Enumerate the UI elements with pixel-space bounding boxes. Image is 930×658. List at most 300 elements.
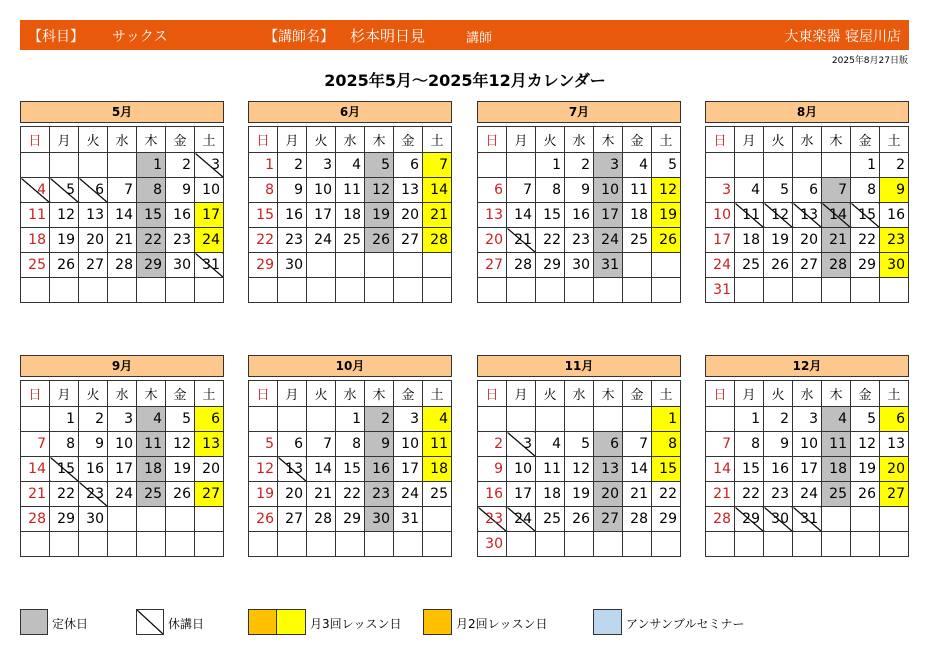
empty-cell [365,278,394,303]
empty-cell [278,532,307,557]
weekday-header: 水 [336,381,365,407]
weekday-header: 火 [307,381,336,407]
day-cell: 17 [108,457,137,482]
day-cell: 12 [365,178,394,203]
day-cell: 31 [195,253,224,278]
weekday-header: 金 [394,381,423,407]
day-cell: 20 [394,203,423,228]
day-cell: 29 [652,507,681,532]
day-cell: 5 [50,178,79,203]
weekday-header: 土 [652,381,681,407]
day-cell: 24 [195,228,224,253]
empty-cell [365,532,394,557]
day-cell: 7 [706,432,735,457]
weekday-header: 日 [21,381,50,407]
day-cell: 8 [652,432,681,457]
legend-three-lessons-label: 月3回レッスン日 [310,617,402,631]
empty-cell [79,532,108,557]
day-cell: 27 [793,253,822,278]
month-calendar [20,101,224,303]
day-cell: 15 [249,203,278,228]
day-cell: 11 [623,178,652,203]
day-cell: 3 [108,407,137,432]
day-cell: 4 [21,178,50,203]
empty-cell [565,407,594,432]
day-cell: 9 [365,432,394,457]
day-cell: 24 [706,253,735,278]
month-calendar [20,355,224,557]
day-cell: 10 [507,457,536,482]
day-cell: 25 [137,482,166,507]
day-cell: 16 [880,203,909,228]
store-name: 大東楽器 寝屋川店 [784,29,901,45]
weekday-header: 土 [195,127,224,153]
empty-cell [764,153,793,178]
day-cell: 26 [764,253,793,278]
month-table [705,380,909,557]
empty-cell [108,532,137,557]
day-cell: 10 [195,178,224,203]
empty-cell [880,278,909,303]
empty-cell [21,407,50,432]
day-cell: 4 [735,178,764,203]
month-table [20,380,224,557]
empty-cell [851,278,880,303]
month-table [705,126,909,303]
empty-cell [594,407,623,432]
empty-cell [79,153,108,178]
day-cell: 12 [50,203,79,228]
empty-cell [507,153,536,178]
day-cell: 24 [394,482,423,507]
day-cell: 23 [278,228,307,253]
day-cell: 4 [423,407,452,432]
empty-cell [652,253,681,278]
day-cell: 15 [336,457,365,482]
day-cell: 13 [278,457,307,482]
empty-cell [307,278,336,303]
day-cell: 25 [336,228,365,253]
teacher-name: 杉本明日見 [350,27,426,45]
legend-ensemble-label: アンサンブルセミナー [626,617,745,631]
day-cell: 24 [793,482,822,507]
empty-cell [507,278,536,303]
day-cell: 3 [594,153,623,178]
day-cell: 9 [880,178,909,203]
day-cell: 6 [394,153,423,178]
empty-cell [706,532,735,557]
empty-cell [423,278,452,303]
day-cell: 9 [278,178,307,203]
empty-cell [249,407,278,432]
day-cell: 11 [336,178,365,203]
empty-cell [565,278,594,303]
empty-cell [623,253,652,278]
empty-cell [21,153,50,178]
weekday-header: 水 [793,381,822,407]
day-cell: 7 [21,432,50,457]
weekday-header: 土 [880,381,909,407]
teacher-label: 【講師名】 [264,29,334,45]
day-cell: 7 [623,432,652,457]
day-cell: 28 [706,507,735,532]
day-cell: 7 [822,178,851,203]
day-cell: 30 [166,253,195,278]
empty-cell [764,278,793,303]
day-cell: 31 [793,507,822,532]
ensemble-swatch [593,609,622,635]
day-cell: 29 [336,507,365,532]
month-calendar [477,101,681,303]
day-cell: 7 [307,432,336,457]
day-cell: 12 [249,457,278,482]
day-cell: 14 [822,203,851,228]
empty-cell [880,532,909,557]
day-cell: 5 [249,432,278,457]
weekday-header: 土 [195,381,224,407]
day-cell: 22 [137,228,166,253]
weekday-header: 火 [536,127,565,153]
empty-cell [423,532,452,557]
day-cell: 25 [735,253,764,278]
day-cell: 8 [851,178,880,203]
day-cell: 17 [594,203,623,228]
day-cell: 21 [108,228,137,253]
empty-cell [478,278,507,303]
day-cell: 13 [478,203,507,228]
day-cell: 10 [793,432,822,457]
day-cell: 6 [79,178,108,203]
empty-cell [307,253,336,278]
weekday-header: 火 [79,127,108,153]
day-cell: 22 [652,482,681,507]
day-cell: 1 [336,407,365,432]
empty-cell [536,407,565,432]
month-table [248,380,452,557]
empty-cell [50,532,79,557]
empty-cell [735,532,764,557]
month-calendar [248,355,452,557]
empty-cell [735,278,764,303]
empty-cell [623,278,652,303]
empty-cell [764,532,793,557]
day-cell: 28 [507,253,536,278]
day-cell: 19 [166,457,195,482]
day-cell: 22 [735,482,764,507]
day-cell: 27 [394,228,423,253]
day-cell: 15 [652,457,681,482]
day-cell: 26 [652,228,681,253]
empty-cell [79,278,108,303]
day-cell: 14 [21,457,50,482]
day-cell: 1 [536,153,565,178]
month-calendar [705,101,909,303]
day-cell: 23 [166,228,195,253]
weekday-header: 火 [307,127,336,153]
day-cell: 21 [21,482,50,507]
day-cell: 26 [565,507,594,532]
day-cell: 19 [50,228,79,253]
day-cell: 3 [793,407,822,432]
month-title: 6月 [248,101,452,123]
empty-cell [822,507,851,532]
empty-cell [307,532,336,557]
cancelled-swatch [136,609,164,635]
month-title: 10月 [248,355,452,377]
day-cell: 16 [478,482,507,507]
empty-cell [108,153,137,178]
day-cell: 14 [108,203,137,228]
day-cell: 12 [652,178,681,203]
day-cell: 30 [764,507,793,532]
empty-cell [394,278,423,303]
day-cell: 25 [423,482,452,507]
weekday-header: 金 [166,381,195,407]
day-cell: 5 [652,153,681,178]
day-cell: 5 [851,407,880,432]
day-cell: 2 [764,407,793,432]
day-cell: 8 [735,432,764,457]
day-cell: 30 [478,532,507,557]
weekday-header: 火 [764,381,793,407]
empty-cell [478,153,507,178]
day-cell: 15 [851,203,880,228]
weekday-header: 金 [851,127,880,153]
empty-cell [166,532,195,557]
empty-cell [108,278,137,303]
empty-cell [50,278,79,303]
day-cell: 1 [137,153,166,178]
day-cell: 18 [822,457,851,482]
empty-cell [565,532,594,557]
legend-two-lessons-label: 月2回レッスン日 [456,617,548,631]
day-cell: 5 [764,178,793,203]
empty-cell [423,253,452,278]
subject-label: 【科目】 [28,29,84,45]
day-cell: 8 [336,432,365,457]
day-cell: 18 [21,228,50,253]
day-cell: 31 [394,507,423,532]
empty-cell [536,532,565,557]
day-cell: 3 [307,153,336,178]
day-cell: 2 [278,153,307,178]
legend-closed-label: 定休日 [52,617,89,631]
day-cell: 27 [79,253,108,278]
empty-cell [822,532,851,557]
day-cell: 19 [851,457,880,482]
day-cell: 17 [507,482,536,507]
weekday-header: 日 [249,381,278,407]
day-cell: 28 [623,507,652,532]
day-cell: 23 [880,228,909,253]
day-cell: 26 [50,253,79,278]
day-cell: 6 [278,432,307,457]
empty-cell [249,532,278,557]
weekday-header: 金 [851,381,880,407]
weekday-header: 日 [478,127,507,153]
day-cell: 19 [249,482,278,507]
day-cell: 30 [278,253,307,278]
month-table [248,126,452,303]
day-cell: 25 [21,253,50,278]
day-cell: 13 [79,203,108,228]
day-cell: 8 [249,178,278,203]
month-calendar [705,355,909,557]
day-cell: 28 [108,253,137,278]
empty-cell [793,153,822,178]
day-cell: 20 [79,228,108,253]
day-cell: 19 [764,228,793,253]
weekday-header: 水 [336,127,365,153]
day-cell: 6 [594,432,623,457]
day-cell: 14 [507,203,536,228]
month-title: 12月 [705,355,909,377]
day-cell: 15 [137,203,166,228]
day-cell: 8 [50,432,79,457]
day-cell: 23 [365,482,394,507]
day-cell: 21 [822,228,851,253]
day-cell: 24 [108,482,137,507]
day-cell: 11 [423,432,452,457]
day-cell: 17 [793,457,822,482]
day-cell: 21 [423,203,452,228]
empty-cell [166,507,195,532]
day-cell: 6 [478,178,507,203]
empty-cell [793,532,822,557]
day-cell: 25 [623,228,652,253]
day-cell: 6 [880,407,909,432]
month-title: 7月 [477,101,681,123]
day-cell: 27 [594,507,623,532]
weekday-header: 日 [21,127,50,153]
empty-cell [793,278,822,303]
weekday-header: 水 [565,127,594,153]
empty-cell [706,153,735,178]
weekday-header: 木 [137,381,166,407]
empty-cell [507,532,536,557]
weekday-header: 月 [278,127,307,153]
empty-cell [195,532,224,557]
day-cell: 7 [423,153,452,178]
month-title: 11月 [477,355,681,377]
empty-cell [536,278,565,303]
day-cell: 29 [249,253,278,278]
day-cell: 6 [195,407,224,432]
day-cell: 25 [822,482,851,507]
day-cell: 1 [851,153,880,178]
day-cell: 10 [594,178,623,203]
weekday-header: 月 [278,381,307,407]
closed-swatch [20,609,48,635]
empty-cell [594,532,623,557]
day-cell: 3 [507,432,536,457]
empty-cell [21,278,50,303]
day-cell: 21 [507,228,536,253]
empty-cell [652,532,681,557]
empty-cell [336,278,365,303]
day-cell: 12 [851,432,880,457]
day-cell: 5 [166,407,195,432]
day-cell: 29 [851,253,880,278]
day-cell: 8 [137,178,166,203]
day-cell: 3 [195,153,224,178]
empty-cell [706,407,735,432]
month-table [477,126,681,303]
day-cell: 17 [394,457,423,482]
day-cell: 2 [880,153,909,178]
day-cell: 5 [565,432,594,457]
day-cell: 2 [166,153,195,178]
orange-swatch [248,609,277,635]
weekday-header: 土 [880,127,909,153]
empty-cell [278,278,307,303]
weekday-header: 月 [50,381,79,407]
day-cell: 29 [536,253,565,278]
day-cell: 20 [594,482,623,507]
day-cell: 4 [822,407,851,432]
day-cell: 12 [166,432,195,457]
day-cell: 16 [79,457,108,482]
weekday-header: 木 [365,381,394,407]
weekday-header: 木 [594,127,623,153]
header-bar [20,20,909,50]
day-cell: 18 [623,203,652,228]
weekday-header: 水 [108,381,137,407]
day-cell: 18 [336,203,365,228]
empty-cell [249,278,278,303]
weekday-header: 金 [394,127,423,153]
day-cell: 24 [507,507,536,532]
empty-cell [307,407,336,432]
day-cell: 4 [336,153,365,178]
day-cell: 9 [764,432,793,457]
weekday-header: 日 [706,127,735,153]
day-cell: 1 [50,407,79,432]
empty-cell [108,507,137,532]
weekday-header: 金 [623,381,652,407]
day-cell: 29 [50,507,79,532]
day-cell: 28 [21,507,50,532]
day-cell: 20 [478,228,507,253]
weekday-header: 土 [423,127,452,153]
weekday-header: 日 [478,381,507,407]
day-cell: 20 [195,457,224,482]
day-cell: 14 [706,457,735,482]
empty-cell [137,507,166,532]
empty-cell [478,407,507,432]
empty-cell [336,253,365,278]
weekday-header: 火 [79,381,108,407]
day-cell: 18 [536,482,565,507]
day-cell: 27 [880,482,909,507]
day-cell: 14 [423,178,452,203]
day-cell: 29 [137,253,166,278]
day-cell: 12 [764,203,793,228]
day-cell: 13 [394,178,423,203]
empty-cell [50,153,79,178]
subject-name: サックス [112,29,168,45]
month-calendar [248,101,452,303]
day-cell: 3 [394,407,423,432]
day-cell: 26 [365,228,394,253]
day-cell: 7 [108,178,137,203]
empty-cell [623,532,652,557]
day-cell: 4 [137,407,166,432]
day-cell: 23 [565,228,594,253]
empty-cell [21,532,50,557]
empty-cell [880,507,909,532]
day-cell: 9 [166,178,195,203]
